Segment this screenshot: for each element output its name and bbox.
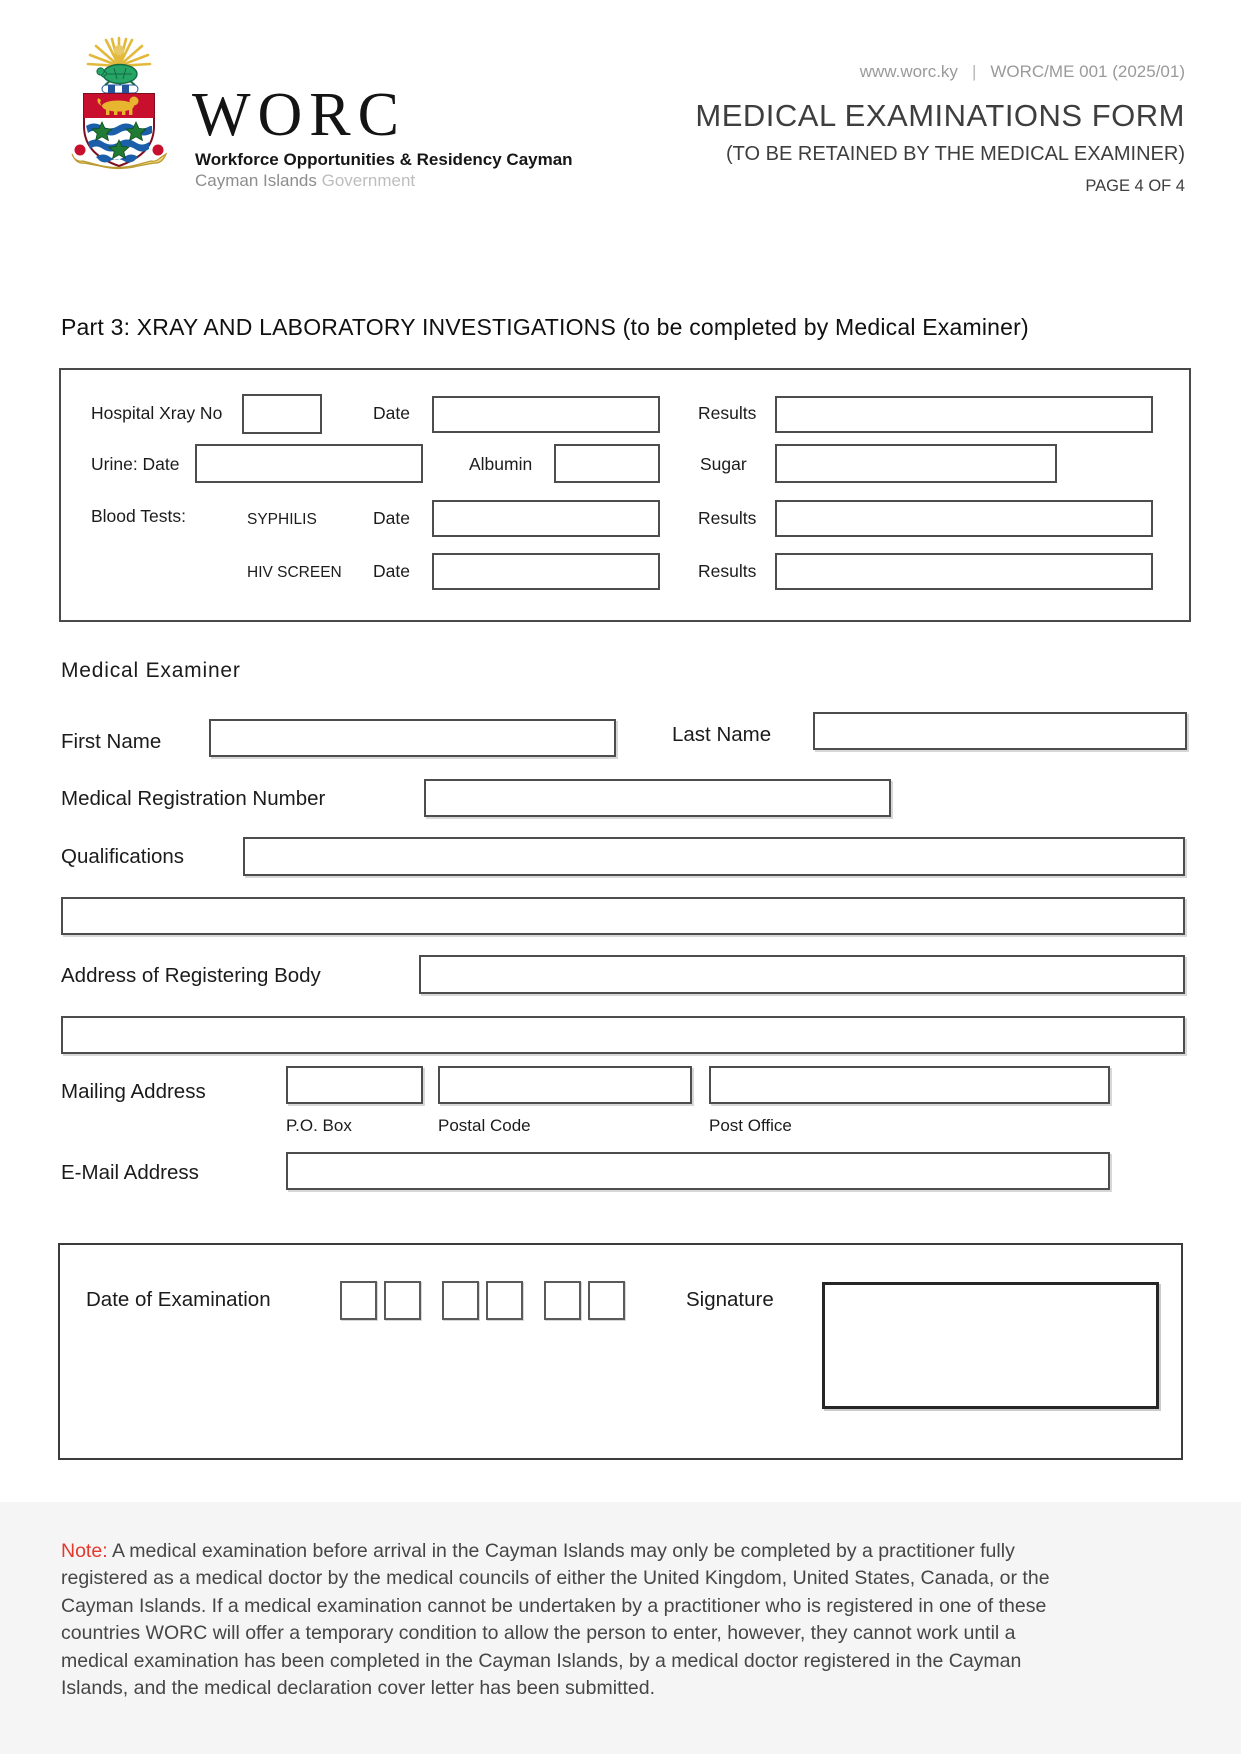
medical-examiner-heading: Medical Examiner (61, 659, 241, 682)
exam-date-digit-box-4[interactable] (486, 1281, 523, 1320)
note-text (61, 1538, 1191, 1702)
worc-brand-wordmark: WORC (192, 81, 406, 149)
note-prefix: Note: (61, 1540, 108, 1562)
note-line1-rest: A medical examination before arrival in the Cayman Islands may only be completed by a practitioner fully (107, 1540, 1015, 1562)
header-meta-line (695, 62, 1185, 82)
org-suffix: Government (316, 171, 416, 190)
hospital-xray-label: Hospital Xray No (91, 403, 223, 423)
exam-date-digit-box-2[interactable] (384, 1281, 421, 1320)
syphilis-date-label: Date (373, 508, 410, 528)
hiv-date-field[interactable] (432, 553, 660, 590)
albumin-label: Albumin (469, 454, 533, 474)
xray-results-field[interactable] (775, 396, 1153, 433)
syphilis-date-field[interactable] (432, 500, 660, 537)
note-line: Islands, and the medical declaration cover letter has been submitted. (61, 1677, 656, 1700)
lab-investigations-box (59, 368, 1191, 622)
website-url: www.worc.ky (859, 62, 958, 81)
medical-registration-number-label: Medical Registration Number (61, 787, 326, 810)
cayman-coat-of-arms-logo (62, 30, 176, 170)
meta-separator: | (971, 62, 977, 81)
exam-date-digit-box-5[interactable] (544, 1281, 581, 1320)
po-box-caption: P.O. Box (286, 1116, 352, 1135)
hiv-date-label: Date (373, 561, 410, 581)
hiv-results-label: Results (698, 561, 757, 581)
exam-date-month-pair (442, 1281, 523, 1320)
form-title: MEDICAL EXAMINATIONS FORM (695, 98, 1185, 133)
examination-signoff-box (58, 1243, 1183, 1460)
note-line: medical examination has been completed in the Cayman Islands, by a medical doctor registered in the Cayman (61, 1649, 1022, 1672)
qualifications-label: Qualifications (61, 845, 185, 868)
first-name-label: First Name (61, 730, 162, 753)
syphilis-results-label: Results (698, 508, 757, 528)
mailing-address-label: Mailing Address (61, 1080, 206, 1103)
hospital-xray-no-field[interactable] (242, 394, 322, 434)
exam-date-digit-box-1[interactable] (340, 1281, 377, 1320)
cayman-coat-of-arms-icon (62, 30, 176, 170)
address-continuation-field[interactable] (61, 1016, 1185, 1054)
qualifications-field[interactable] (243, 837, 1185, 876)
last-name-field[interactable] (813, 712, 1187, 750)
sugar-label: Sugar (700, 454, 747, 474)
exam-date-year-pair (544, 1281, 625, 1320)
qualifications-continuation-field[interactable] (61, 897, 1185, 935)
part3-heading: Part 3: XRAY AND LABORATORY INVESTIGATIONS (to be completed by Medical Examiner) (61, 314, 1029, 340)
signature-label: Signature (686, 1288, 774, 1311)
urine-date-field[interactable] (195, 444, 423, 483)
hiv-results-field[interactable] (775, 553, 1153, 590)
date-of-examination-label: Date of Examination (86, 1288, 271, 1311)
xray-results-label: Results (698, 403, 757, 423)
last-name-label: Last Name (672, 723, 772, 746)
page-indicator: PAGE 4 OF 4 (1085, 177, 1185, 195)
postal-code-field[interactable] (438, 1066, 692, 1104)
albumin-field[interactable] (554, 444, 660, 483)
header-right-block (695, 62, 1185, 196)
worc-tagline: Workforce Opportunities & Residency Cayman (195, 150, 573, 169)
exam-date-day-pair (340, 1281, 421, 1320)
first-name-field[interactable] (209, 719, 616, 757)
note-line (61, 1538, 1191, 1565)
email-address-label: E-Mail Address (61, 1161, 199, 1184)
postal-code-caption: Postal Code (438, 1116, 531, 1135)
note-band (0, 1502, 1241, 1754)
email-address-field[interactable] (286, 1152, 1110, 1190)
urine-date-label: Urine: Date (91, 454, 180, 474)
medical-registration-number-field[interactable] (424, 779, 891, 817)
exam-date-digit-box-3[interactable] (442, 1281, 479, 1320)
xray-date-label: Date (373, 403, 410, 423)
sugar-field[interactable] (775, 444, 1057, 483)
exam-date-digit-box-6[interactable] (588, 1281, 625, 1320)
org-name: Cayman Islands (195, 171, 317, 190)
syphilis-results-field[interactable] (775, 500, 1153, 537)
hiv-screen-label: HIV SCREEN (247, 564, 342, 581)
xray-date-field[interactable] (432, 396, 660, 433)
post-office-caption: Post Office (709, 1116, 792, 1135)
syphilis-label: SYPHILIS (247, 511, 317, 528)
address-of-registering-body-field[interactable] (419, 955, 1185, 994)
note-line: registered as a medical doctor by the medical councils of either the United Kingdom, United States, Canada, or the (61, 1567, 1050, 1590)
exam-date-digit-boxes (340, 1281, 625, 1320)
note-line: countries WORC will offer a temporary condition to allow the person to enter, however, they cannot work until a (61, 1622, 1016, 1645)
post-office-field[interactable] (709, 1066, 1110, 1104)
po-box-field[interactable] (286, 1066, 423, 1104)
form-subtitle: (TO BE RETAINED BY THE MEDICAL EXAMINER) (726, 143, 1185, 165)
form-code: WORC/ME 001 (2025/01) (990, 62, 1185, 81)
blood-tests-label: Blood Tests: (91, 506, 187, 526)
signature-field[interactable] (822, 1282, 1159, 1409)
worc-org-line (195, 171, 415, 191)
address-of-registering-body-label: Address of Registering Body (61, 964, 321, 987)
note-line: Cayman Islands. If a medical examination cannot be undertaken by a practitioner who is registered in one of these (61, 1594, 1047, 1617)
